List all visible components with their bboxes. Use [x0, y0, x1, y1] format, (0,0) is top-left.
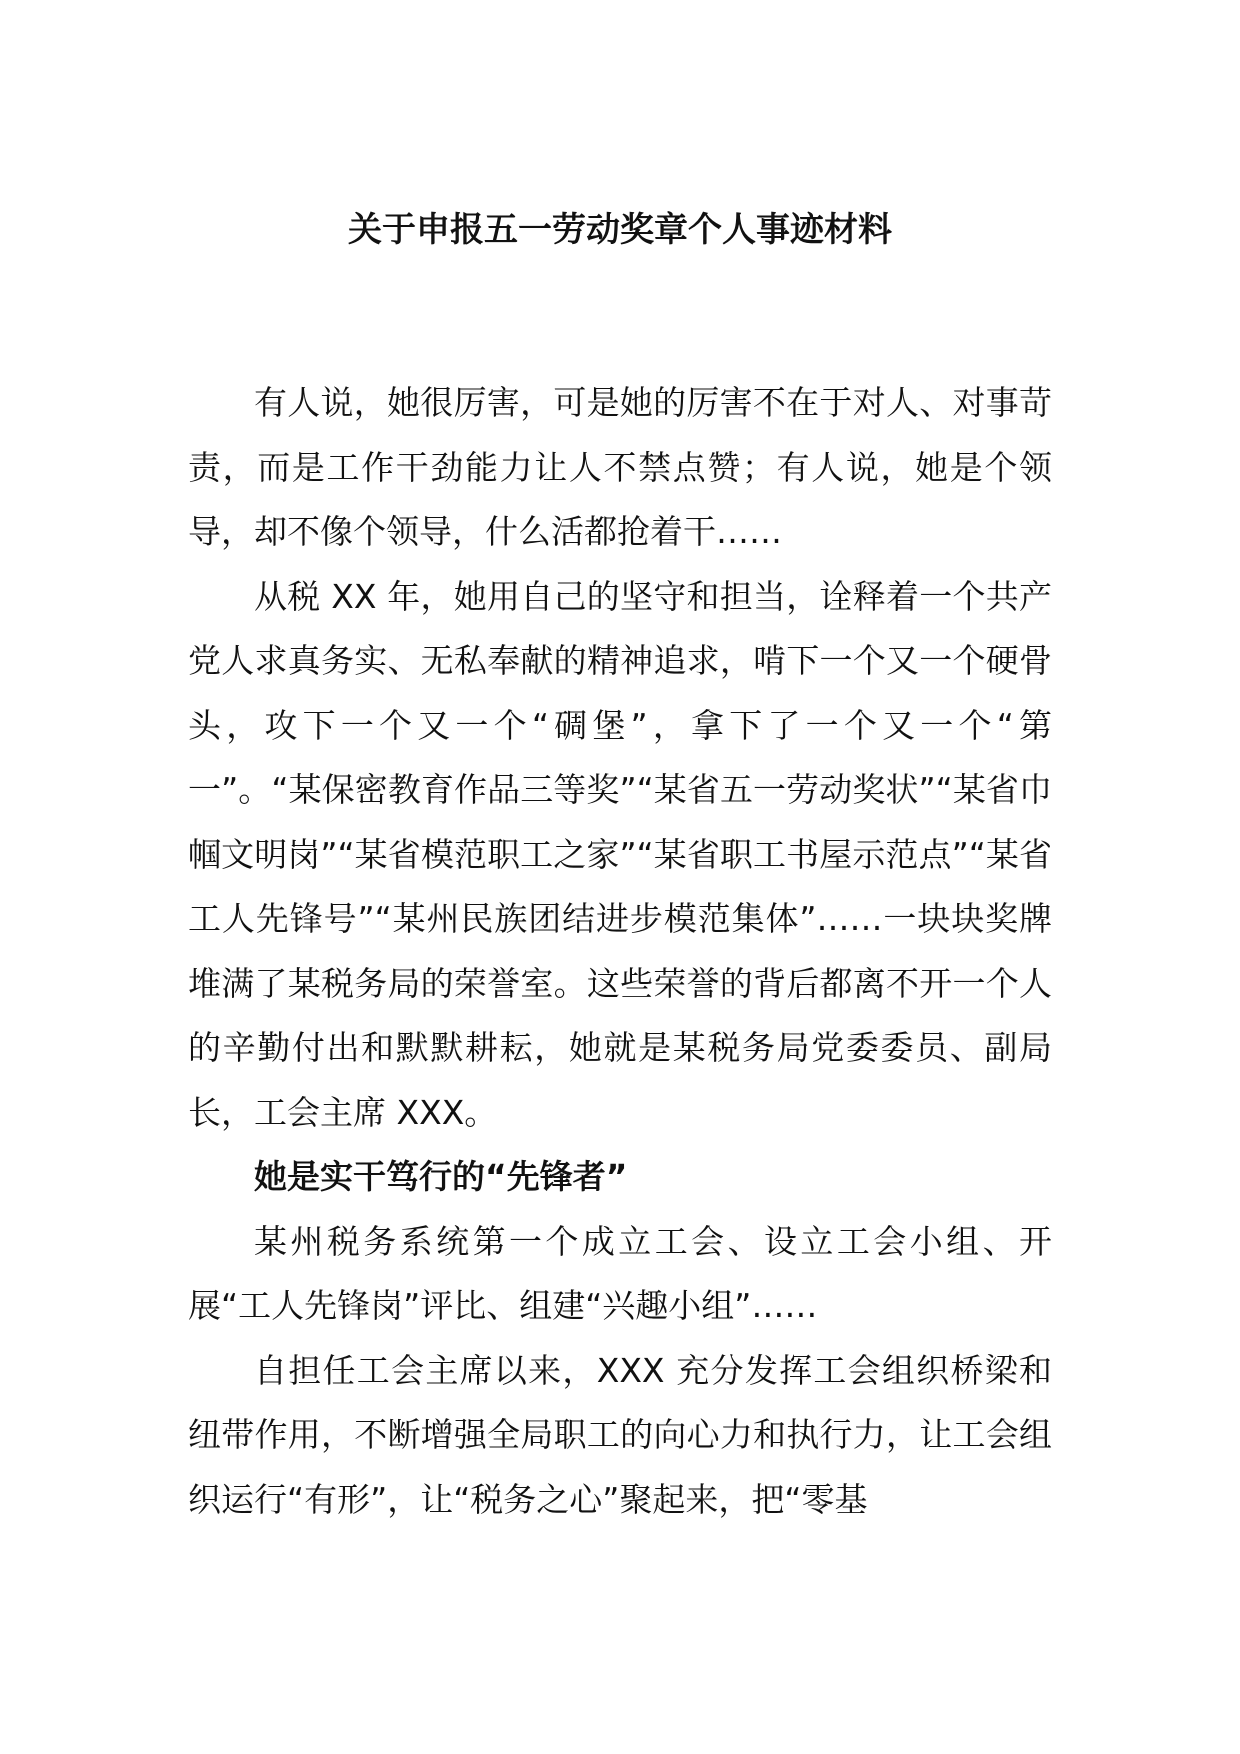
document-title: 关于申报五一劳动奖章个人事迹材料	[348, 210, 892, 250]
paragraph-union-chair: 自担任工会主席以来，XXX 充分发挥工会组织桥梁和纽带作用，不断增强全局职工的向心力和执行力，让工会组织运行“有形”，让“税务之心”聚起来，把“零基	[188, 1350, 1052, 1519]
document-body	[188, 371, 1052, 1532]
paragraph-intro: 有人说，她很厉害，可是她的厉害不在于对人、对事苛责，而是工作干劲能力让人不禁点赞；有人说，她是个领导，却不像个领导，什么活都抢着干……	[188, 383, 1052, 551]
paragraph-firsts: 某州税务系统第一个成立工会、设立工会小组、开展“工人先锋岗”评比、组建“兴趣小组”……	[188, 1221, 1052, 1325]
section-heading: 她是实干笃行的“先锋者”	[254, 1157, 628, 1196]
paragraph-career: 从税 XX 年，她用自己的坚守和担当，诠释着一个共产党人求真务实、无私奉献的精神追求，啃下一个又一个硬骨头，攻下一个又一个“碉堡”，拿下了一个又一个“第一”。“某保密教育作品三等奖”“某省五一劳动奖状”“某省巾帼文明岗”“某省模范职工之家”“某省职工书屋示范点”“某省工人先锋号”“某州民族团结进步模范集体”……一块块奖牌堆满了某税务局的荣誉室。这些荣誉的背后都离不开一个人的辛勤付出和默默耕耘，她就是某税务局党委委员、副局长，工会主席 XXX。	[188, 576, 1052, 1132]
